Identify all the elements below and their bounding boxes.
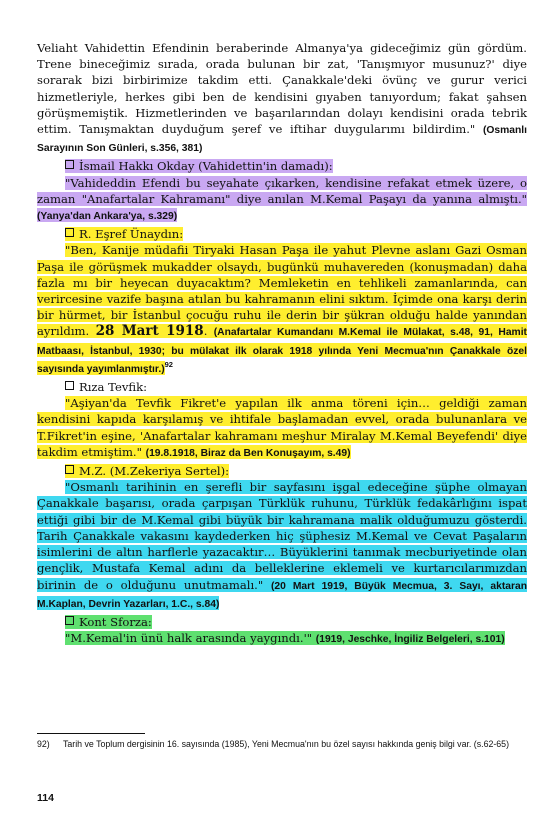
checkbox-icon xyxy=(65,160,74,169)
page-body xyxy=(37,40,527,648)
intro-source: (Osmanlı Sarayının Son Günleri, s.356, 381) xyxy=(37,125,527,155)
checkbox-icon xyxy=(65,228,74,237)
footnote-number: 92) xyxy=(37,739,50,749)
entry-quote-sertel: "Osmanlı tarihinin en şerefli bir sayfasını işgal edeceğine şüphe olmayan Çanakkale başarısı, orada çarpışan Türklük ruhunu, Türklük fedakârlığını ispat ettiği gibi bir de M.Kemal gibi büyük bir kahramana malik olduğumuzu gösterdi. Tarih Çanakkale vakasını kaydederken hiç şüphesiz M.Kemal ve Cevat Paşaların isimlerini de altın harflerle yazacaktır… Büyüklerini tanımak mecburiyetinde olan gençlik, Mustafa Kemal adını da belleklerine eklemeli ve kurtarıcılarımızdan birinin de o olduğunu unutmamalı." (20 Mart 1919, Büyük Mecmua, 3. Sayı, aktaran M.Kaplan, Devrin Yazarları, 1.C., s.84) xyxy=(37,480,528,610)
entry-quote-unaydin: "Ben, Kanije müdafii Tiryaki Hasan Paşa ile yahut Plevne aslanı Gazi Osman Paşa ile görüşmek mukadder olsaydı, bugünkü muhavereden (konuşmadan) daha fazla mı bir heyecan duyacaktım? Memleketin en tehlikeli zamanlarında, can verircesine vazife başına atılan bu kahramanın elini sıktım. İçimde ona karşı derin bir hürmet, bir İstanbul çocuğu ruhu ile derin bir şükran olduğu halde yanından ayrıldım. 28 Mart 1918. (Anafartalar Kumandanı M.Kemal ile Mülakat, s.48, 91, Hamit Matbaası, İstanbul, 1930; bu mülakat ilk olarak 1918 yılında Yeni Mecmua'nın Çanakkale özel sayısında yayımlanmıştır.)$^{92}$ xyxy=(37,243,527,375)
entry-heading-sforza: Kont Sforza: xyxy=(37,614,527,630)
entry-heading-tevfik: Rıza Tevfik: xyxy=(37,379,527,395)
checkbox-icon xyxy=(65,616,74,625)
entry-heading-sertel: M.Z. (M.Zekeriya Sertel): xyxy=(37,463,527,479)
entry-source-tevfik: (19.8.1918, Biraz da Ben Konuşayım, s.49) xyxy=(145,447,351,459)
entry-heading-okday: İsmail Hakkı Okday (Vahidettin'in damadı): xyxy=(37,158,527,174)
intro-text: Veliaht Vahidettin Efendinin beraberinde Almanya'ya gideceğimiz gün gördüm. Trene bineceğimiz sırada, orada bulunan bir zat, 'Tanışmıyor musunuz?' diye sorarak bizi birbirimize takdim etti. Çanakkale'deki övünç ve gurur verici hizmetleriyle, herkes gibi ben de kendisini gıyaben tanıyordum; fakat şahsen görüşmemiştik. Hizmetlerinden ve başarılarından dolayı kendisini orada tebrik ettim. Tanışmaktan duyduğum şeref ve iftihar duygularımı bildirdim." xyxy=(37,41,527,137)
footnote-divider xyxy=(37,733,145,734)
footnote xyxy=(37,739,527,750)
checkbox-icon xyxy=(65,381,74,390)
entry-source-okday: (Yanya'dan Ankara'ya, s.329) xyxy=(37,211,178,223)
footnote-ref[interactable]: 92 xyxy=(164,360,173,369)
entry-source-sforza: (1919, Jeschke, İngiliz Belgeleri, s.101) xyxy=(315,634,505,646)
checkbox-icon xyxy=(65,465,74,474)
entry-quote-sforza: "M.Kemal'in ünü halk arasında yaygındı.'" (1919, Jeschke, İngiliz Belgeleri, s.101) xyxy=(65,631,505,646)
page-number: 114 xyxy=(37,792,54,804)
intro-paragraph xyxy=(37,40,527,157)
entry-source-unaydin: (Anafartalar Kumandanı M.Kemal ile Mülakat, s.48, 91, Hamit Matbaası, İstanbul, 1930; bu mülakat ilk olarak 1918 yılında Yeni Mecmua'nın Çanakkale özel sayısında yayımlanmıştır.) xyxy=(37,327,527,375)
entry-quote-okday: "Vahideddin Efendi bu seyahate çıkarken, kendisine refakat etmek üzere, o zaman "Anafartalar Kahramanı" diye anılan M.Kemal Paşayı da yanına almıştı." (Yanya'dan Ankara'ya, s.329) xyxy=(37,175,527,223)
entry-heading-unaydin: R. Eşref Ünaydın: xyxy=(37,226,527,242)
entry-quote-tevfik: "Aşiyan'da Tevfik Fikret'e yapılan ilk anma töreni için… geldiği zaman kendisini kapıda karşılamış ve ihtifale başlamadan evvel, orada bulunanlara ve T.Fikret'in eşine, 'Anafartalar kahramanı meşhur Miralay M.Kemal Beyefendi' diye takdim etmiştim." (19.8.1918, Biraz da Ben Konuşayım, s.49) xyxy=(37,396,527,459)
entry-source-sertel: (20 Mart 1919, Büyük Mecmua, 3. Sayı, aktaran M.Kaplan, Devrin Yazarları, 1.C., s.84) xyxy=(37,580,528,610)
footnote-text: Tarih ve Toplum dergisinin 16. sayısında (1985), Yeni Mecmua'nın bu özel sayısı hakkında geniş bilgi var. (s.62-65) xyxy=(63,739,510,749)
entry-date-unaydin: 28 Mart 1918 xyxy=(95,323,204,340)
